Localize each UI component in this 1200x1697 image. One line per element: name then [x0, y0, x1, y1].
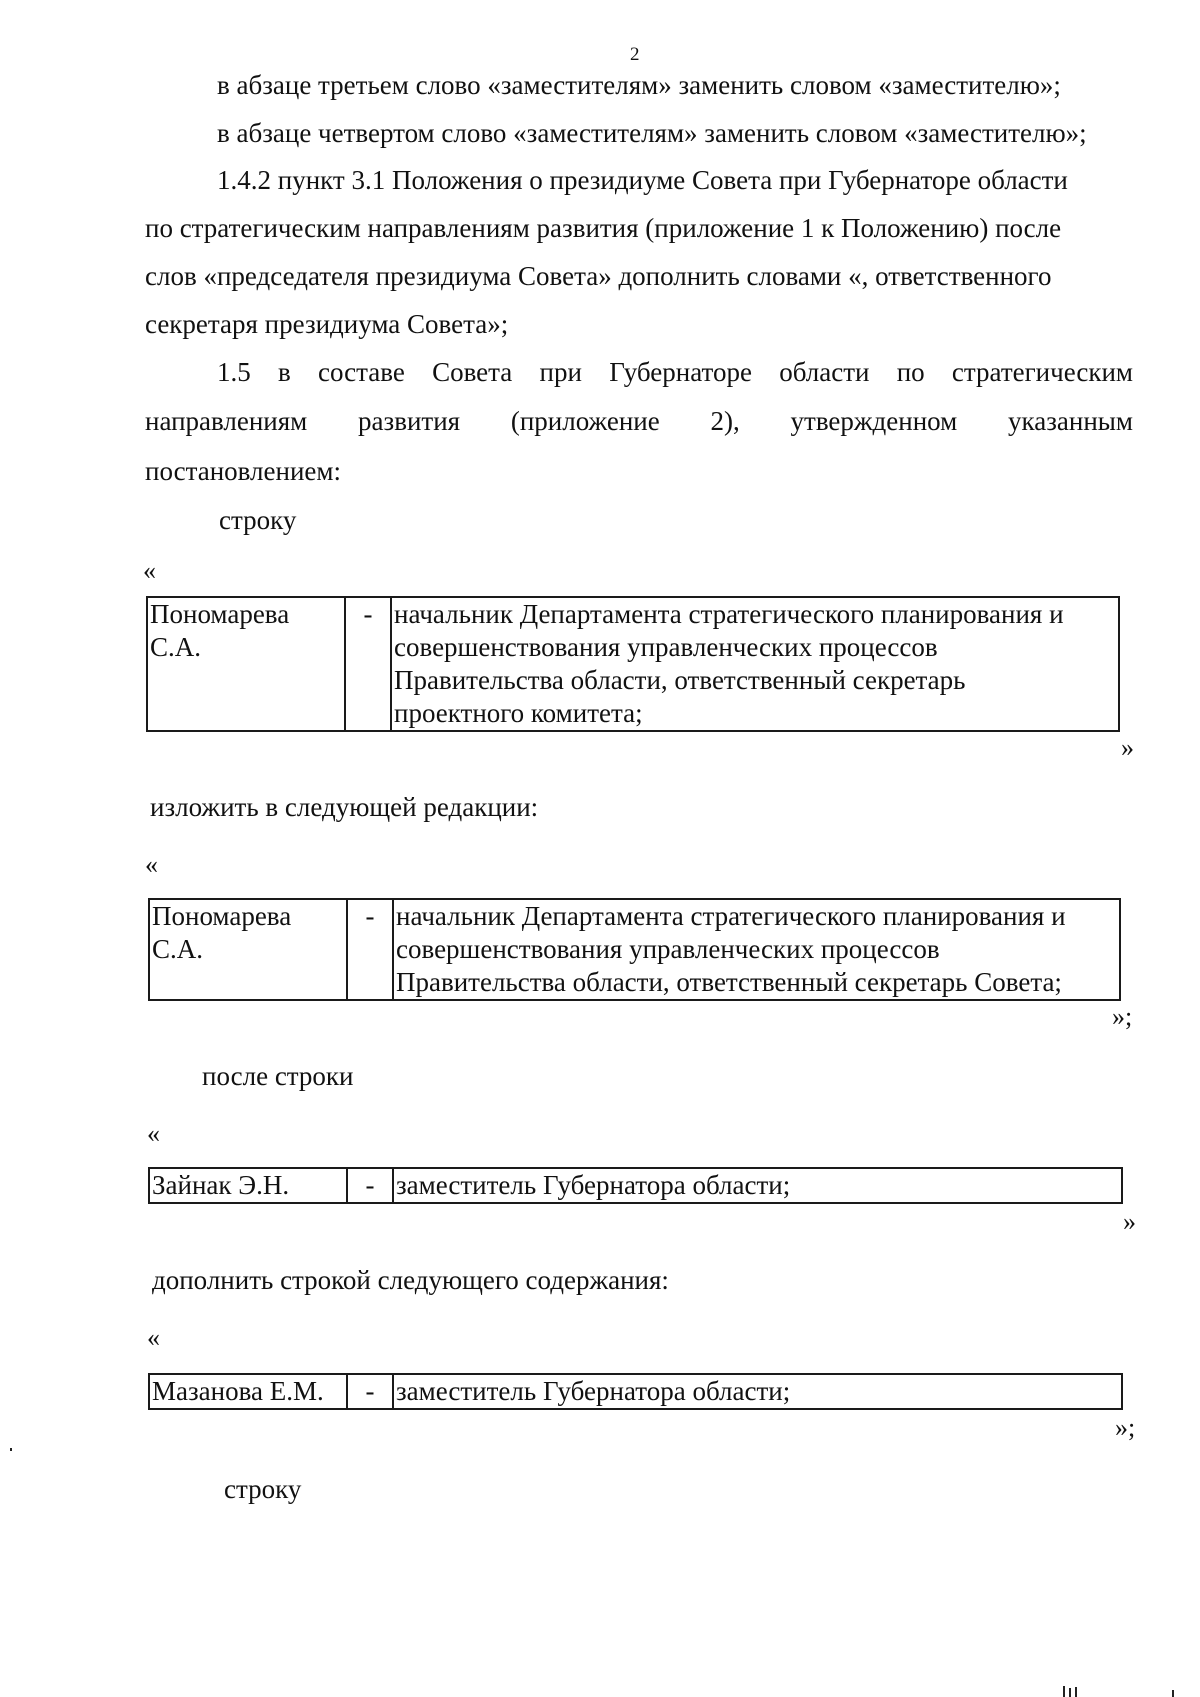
word: составе	[318, 357, 405, 387]
member-position: начальник Департамента стратегического планирования и совершенствования управленческих процессов Правительства области, ответственный секретарь проектного комитета;	[391, 597, 1119, 731]
word: 1.5	[217, 357, 251, 387]
dash-separator: -	[345, 597, 391, 731]
page-number: 2	[630, 44, 640, 65]
word: в	[278, 357, 291, 387]
word: при	[539, 357, 582, 387]
word: развития	[358, 406, 461, 436]
scan-speck	[1172, 1690, 1174, 1697]
council-member-row-old	[146, 596, 1120, 732]
word: утвержденном	[790, 406, 958, 436]
word: Губернаторе	[609, 357, 752, 387]
open-quote: «	[147, 1323, 160, 1352]
label-stroku-bottom: строку	[224, 1474, 302, 1504]
scan-speck	[10, 1448, 12, 1451]
paragraph-1-5-line-2	[145, 406, 1133, 437]
paragraph-1-5-line-3: постановлением:	[145, 456, 341, 486]
paragraph-abzac-4: в абзаце четвертом слово «заместителям» заменить словом «заместителю»;	[217, 118, 1087, 148]
word: по	[896, 357, 925, 387]
member-position: начальник Департамента стратегического планирования и совершенствования управленческих процессов Правительства области, ответственный секретарь Совета;	[393, 899, 1120, 1000]
council-member-row-zaynak	[148, 1167, 1123, 1204]
council-member-row-mazanova	[148, 1373, 1123, 1410]
open-quote: «	[143, 556, 156, 585]
member-name: Мазанова Е.М.	[149, 1374, 347, 1409]
word: области	[779, 357, 870, 387]
paragraph-1-5-line-1	[217, 357, 1133, 388]
member-name: Пономарева С.А.	[149, 899, 347, 1000]
word: указанным	[1008, 406, 1133, 436]
dash-separator: -	[347, 899, 393, 1000]
scan-speck	[1063, 1686, 1065, 1697]
word: стратегическим	[951, 357, 1133, 387]
word: направлениям	[145, 406, 308, 436]
label-izlozhit: изложить в следующей редакции:	[150, 792, 539, 822]
member-name: Пономарева С.А.	[147, 597, 345, 731]
word: Совета	[432, 357, 513, 387]
dash-separator: -	[347, 1168, 393, 1203]
open-quote: «	[147, 1119, 160, 1148]
close-quote: »	[1123, 1207, 1136, 1236]
close-quote-semicolon: »;	[1115, 1413, 1136, 1442]
paragraph-abzac-3: в абзаце третьем слово «заместителям» заменить словом «заместителю»;	[217, 70, 1061, 100]
close-quote-semicolon: »;	[1112, 1002, 1133, 1031]
paragraph-1-4-2-line-1: 1.4.2 пункт 3.1 Положения о президиуме Совета при Губернаторе области	[217, 165, 1068, 195]
paragraph-1-4-2-line-2: по стратегическим направлениям развития (приложение 1 к Положению) после	[145, 213, 1062, 243]
word: (приложение	[510, 406, 660, 436]
member-position: заместитель Губернатора области;	[393, 1374, 1122, 1409]
paragraph-1-4-2-line-4: секретаря президиума Совета»;	[145, 309, 509, 339]
close-quote: »	[1121, 733, 1134, 762]
council-member-row-new	[148, 898, 1121, 1001]
word: 2),	[710, 406, 740, 436]
member-position: заместитель Губернатора области;	[393, 1168, 1122, 1203]
open-quote: «	[145, 850, 158, 879]
scan-speck	[1069, 1688, 1071, 1697]
label-posle-stroki: после строки	[202, 1061, 354, 1091]
dash-separator: -	[347, 1374, 393, 1409]
label-stroku: строку	[219, 505, 297, 535]
member-name: Зайнак Э.Н.	[149, 1168, 347, 1203]
paragraph-1-4-2-line-3: слов «председателя президиума Совета» дополнить словами «, ответственного	[145, 261, 1052, 291]
scan-speck	[1075, 1687, 1077, 1697]
label-dopolnit: дополнить строкой следующего содержания:	[152, 1265, 669, 1295]
